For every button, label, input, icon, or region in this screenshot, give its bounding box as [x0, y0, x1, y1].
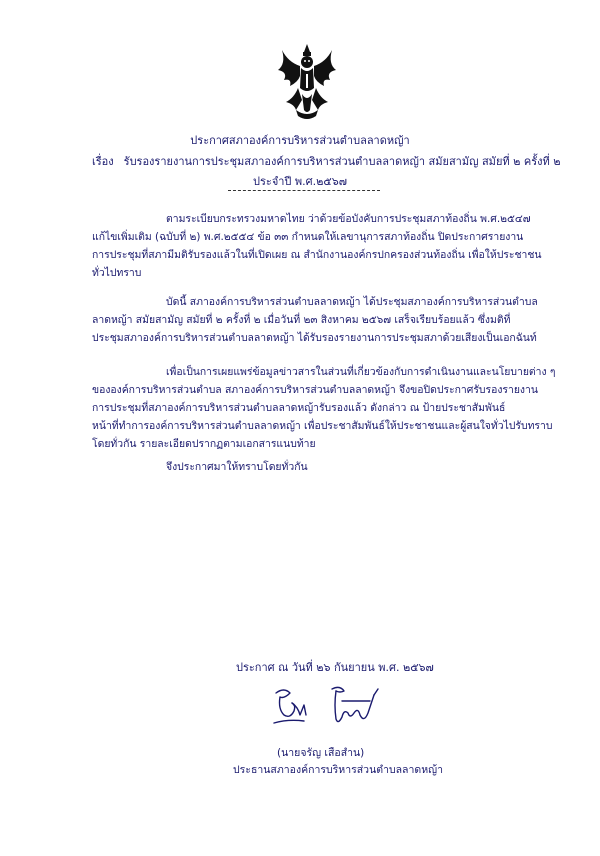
- paragraph-1-line: ตามระเบียบกระทรวงมหาดไทย ว่าด้วยข้อบังคับการประชุมสภาท้องถิ่น พ.ศ.๒๕๔๗: [166, 213, 531, 225]
- divider: [228, 190, 380, 191]
- paragraph-1-line: ทั่วไปทราบ: [92, 267, 142, 279]
- subject-text: รับรองรายงานการประชุมสภาองค์การบริหารส่วนตำบลลาดหญ้า สมัยสามัญ สมัยที่ ๒ ครั้งที่ ๒: [123, 155, 561, 168]
- signature-icon: [270, 683, 390, 743]
- paragraph-3-line: โดยทั่วกัน รายละเอียดปรากฏตามเอกสารแนบท้าย: [92, 438, 316, 450]
- paragraph-1-line: แก้ไขเพิ่มเติม (ฉบับที่ ๒) พ.ศ.๒๕๕๔ ข้อ ๓๓ กำหนดให้เลขานุการสภาท้องถิ่น ปิดประกาศรายงาน: [92, 231, 524, 243]
- signer-name: (นายจรัญ เสือสำน): [277, 747, 365, 759]
- announcement-title: ประกาศสภาองค์การบริหารส่วนตำบลลาดหญ้า: [190, 134, 410, 147]
- date-line: ประกาศ ณ วันที่ ๒๖ กันยายน พ.ศ. ๒๕๖๗: [236, 661, 434, 674]
- paragraph-3-line: เพื่อเป็นการเผยแพร่ข้อมูลข่าวสารในส่วนที่เกี่ยวข้องกับการดำเนินงานและนโยบายต่าง ๆ: [166, 366, 556, 378]
- year-line: ประจำปี พ.ศ.๒๕๖๗: [253, 175, 347, 188]
- signer-position: ประธานสภาองค์การบริหารส่วนตำบลลาดหญ้า: [233, 764, 443, 776]
- paragraph-1-line: การประชุมที่สภามีมติรับรองแล้วในที่เปิดเผย ณ สำนักงานองค์กรปกครองส่วนท้องถิ่น เพื่อให้ประชาชน: [92, 249, 542, 261]
- paragraph-3-line: การประชุมที่สภาองค์การบริหารส่วนตำบลลาดหญ้ารับรองแล้ว ดังกล่าว ณ ป้ายประชาสัมพันธ์: [92, 402, 506, 414]
- subject-label: เรื่อง: [92, 155, 114, 168]
- paragraph-2-line: ลาดหญ้า สมัยสามัญ สมัยที่ ๒ ครั้งที่ ๒ เมื่อวันที่ ๒๓ สิงหาคม ๒๕๖๗ เสร็จเรียบร้อยแล้ว ซึ่งมติที่: [92, 314, 511, 326]
- paragraph-2-line: ประชุมสภาองค์การบริหารส่วนตำบลลาดหญ้า ได้รับรองรายงานการประชุมสภาด้วยเสียงเป็นเอกฉันท์: [92, 332, 537, 344]
- closing-line: จึงประกาศมาให้ทราบโดยทั่วกัน: [166, 461, 308, 473]
- subject-line: [92, 152, 561, 170]
- paragraph-2-line: บัดนี้ สภาองค์การบริหารส่วนตำบลลาดหญ้า ได้ประชุมสภาองค์การบริหารส่วนตำบล: [166, 296, 538, 308]
- garuda-emblem-icon: [276, 44, 338, 122]
- paragraph-3-line: หน้าที่ทำการองค์การบริหารส่วนตำบลลาดหญ้า เพื่อประชาสัมพันธ์ให้ประชาชนและผู้สนใจทั่วไปรับทราบ: [92, 420, 553, 432]
- paragraph-3-line: ขององค์การบริหารส่วนตำบล สภาองค์การบริหารส่วนตำบลลาดหญ้า จึงขอปิดประกาศรับรองรายงาน: [92, 384, 538, 396]
